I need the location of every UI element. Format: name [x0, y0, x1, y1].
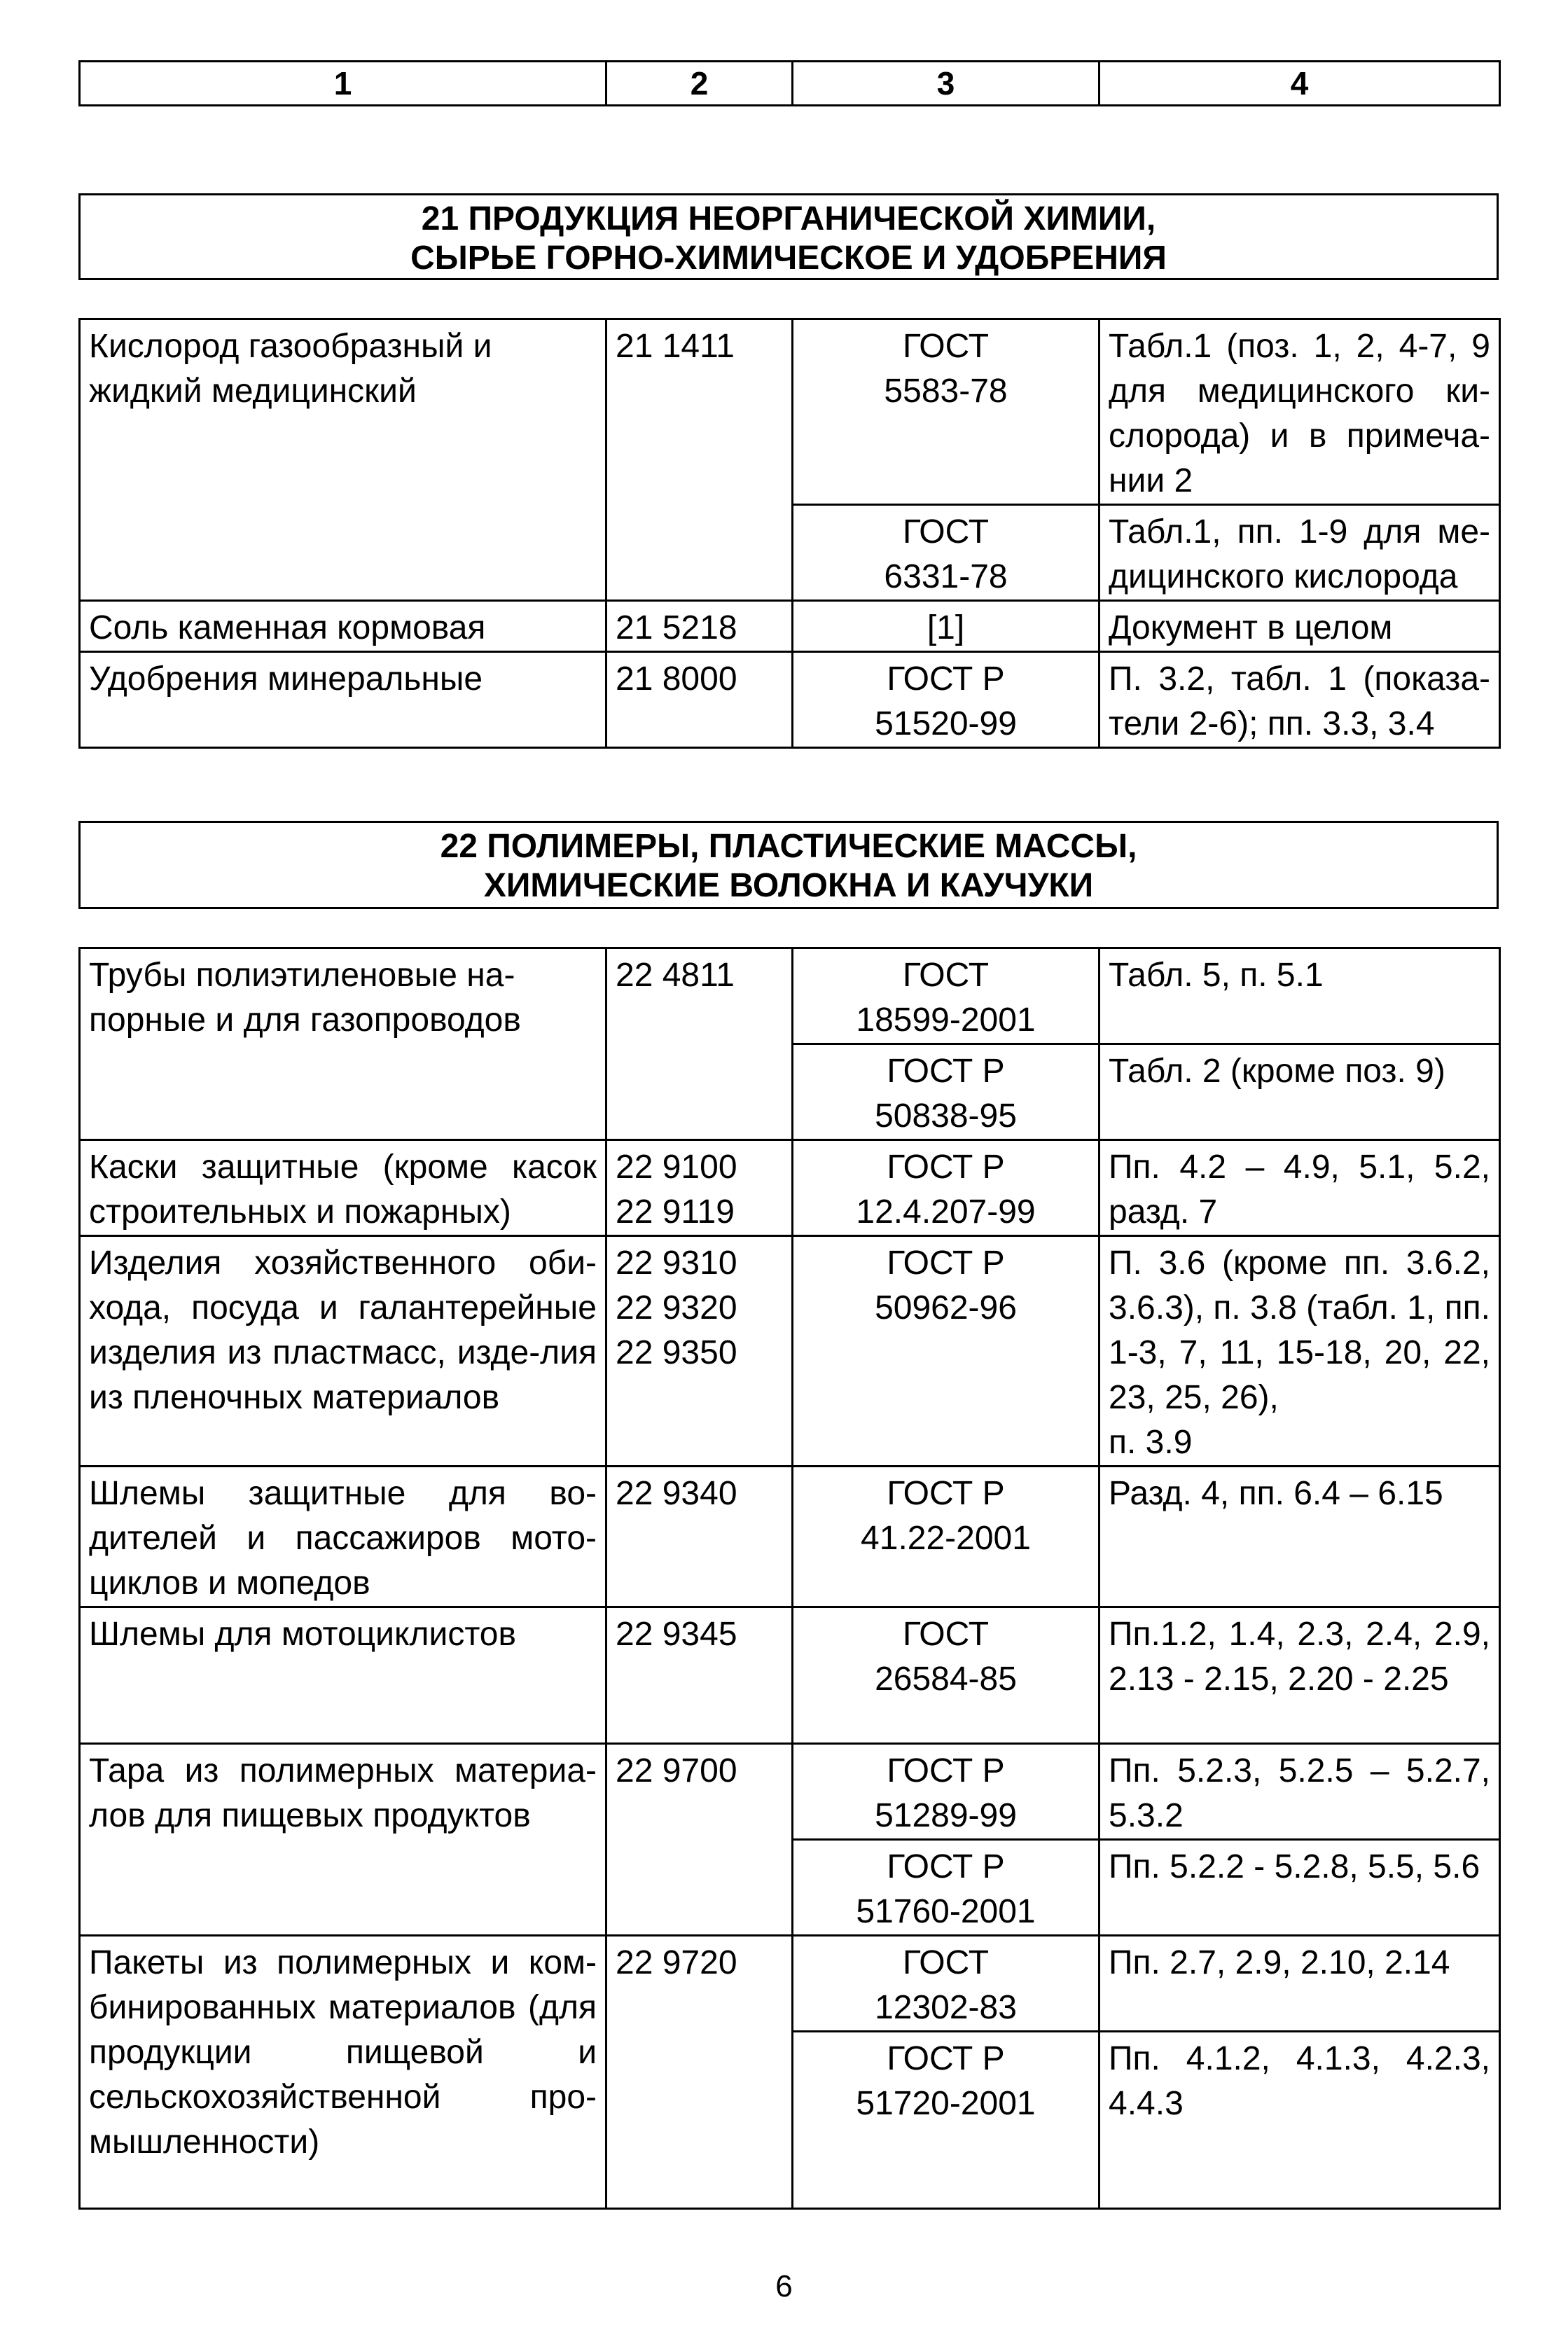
product-code: 22 9345 — [606, 1607, 793, 1744]
standard-doc: ГОСТ Р 51720-2001 — [793, 2032, 1099, 2209]
table-row — [80, 948, 1500, 1044]
standard-doc: ГОСТ 5583-78 — [793, 319, 1099, 505]
standard-doc: ГОСТ Р 12.4.207-99 — [793, 1140, 1099, 1236]
doc-items: Пп. 4.2 – 4.9, 5.1, 5.2, разд. 7 — [1099, 1140, 1500, 1236]
table-row — [80, 601, 1500, 652]
doc-items: Пп. 4.1.2, 4.1.3, 4.2.3, 4.4.3 — [1099, 2032, 1500, 2209]
section-22-table — [78, 947, 1501, 2210]
column-4-number: 4 — [1099, 62, 1500, 106]
product-code: 22 9340 — [606, 1467, 793, 1607]
product-code: 22 9310 22 9320 22 9350 — [606, 1236, 793, 1467]
doc-items: Табл. 5, п. 5.1 — [1099, 948, 1500, 1044]
section-22-title — [78, 821, 1499, 909]
standard-doc: ГОСТ Р 41.22-2001 — [793, 1467, 1099, 1607]
table-row — [80, 1140, 1500, 1236]
column-3-number: 3 — [793, 62, 1099, 106]
product-name: Каски защитные (кроме касок строительных и пожарных) — [80, 1140, 606, 1236]
product-name: Удобрения минеральные — [80, 652, 606, 748]
standard-doc: ГОСТ Р 51520-99 — [793, 652, 1099, 748]
standard-doc: ГОСТ Р 51760-2001 — [793, 1840, 1099, 1936]
doc-items: Пп. 5.2.3, 5.2.5 – 5.2.7, 5.3.2 — [1099, 1744, 1500, 1840]
product-name: Трубы полиэтиленовые на-порные и для газопроводов — [80, 948, 606, 1140]
section-21-title-line2: СЫРЬЕ ГОРНО-ХИМИЧЕСКОЕ И УДОБРЕНИЯ — [410, 240, 1167, 277]
standard-doc: ГОСТ Р 51289-99 — [793, 1744, 1099, 1840]
doc-items: Табл. 2 (кроме поз. 9) — [1099, 1044, 1500, 1140]
standard-doc: ГОСТ Р 50962-96 — [793, 1236, 1099, 1467]
column-1-number: 1 — [80, 62, 606, 106]
product-code: 22 9100 22 9119 — [606, 1140, 793, 1236]
product-name: Тара из полимерных материа-лов для пищевых продуктов — [80, 1744, 606, 1936]
table-row — [80, 1607, 1500, 1744]
standard-doc: ГОСТ 6331-78 — [793, 505, 1099, 601]
column-2-number: 2 — [606, 62, 793, 106]
section-22-title-line1: 22 ПОЛИМЕРЫ, ПЛАСТИЧЕСКИЕ МАССЫ, — [440, 828, 1137, 865]
product-name: Шлемы для мотоциклистов — [80, 1607, 606, 1744]
product-name: Кислород газообразный и жидкий медицинский — [80, 319, 606, 601]
product-code: 22 4811 — [606, 948, 793, 1140]
section-21-table — [78, 318, 1501, 749]
doc-items: Пп. 2.7, 2.9, 2.10, 2.14 — [1099, 1936, 1500, 2032]
standard-doc: ГОСТ 12302-83 — [793, 1936, 1099, 2032]
product-code: 21 8000 — [606, 652, 793, 748]
doc-items: Пп.1.2, 1.4, 2.3, 2.4, 2.9, 2.13 - 2.15, 2.20 - 2.25 — [1099, 1607, 1500, 1744]
doc-items: Табл.1 (поз. 1, 2, 4-7, 9 для медицинского ки-слорода) и в примеча-нии 2 — [1099, 319, 1500, 505]
standard-doc: ГОСТ 26584-85 — [793, 1607, 1099, 1744]
product-code: 21 5218 — [606, 601, 793, 652]
table-row — [80, 319, 1500, 505]
doc-items: Разд. 4, пп. 6.4 – 6.15 — [1099, 1467, 1500, 1607]
table-row — [80, 1236, 1500, 1467]
standard-doc: ГОСТ 18599-2001 — [793, 948, 1099, 1044]
product-name: Шлемы защитные для во-дителей и пассажиров мото-циклов и мопедов — [80, 1467, 606, 1607]
product-code: 21 1411 — [606, 319, 793, 601]
product-name: Изделия хозяйственного оби-хода, посуда и галантерейные изделия из пластмасс, изде-лия из пленочных материалов — [80, 1236, 606, 1467]
doc-items: П. 3.6 (кроме пп. 3.6.2, 3.6.3), п. 3.8 (табл. 1, пп. 1-3, 7, 11, 15-18, 20, 22, 23, 25, 26), п. 3.9 — [1099, 1236, 1500, 1467]
product-name: Соль каменная кормовая — [80, 601, 606, 652]
product-code: 22 9700 — [606, 1744, 793, 1936]
product-code: 22 9720 — [606, 1936, 793, 2209]
table-row — [80, 652, 1500, 748]
standard-doc: [1] — [793, 601, 1099, 652]
section-21-title — [78, 193, 1499, 280]
product-name: Пакеты из полимерных и ком-бинированных материалов (для продукции пищевой и сельскохозяйственной про-мышленности) — [80, 1936, 606, 2209]
doc-items: Табл.1, пп. 1-9 для ме-дицинского кислорода — [1099, 505, 1500, 601]
doc-items: Документ в целом — [1099, 601, 1500, 652]
page-number: 6 — [775, 2269, 793, 2303]
table-row — [80, 1467, 1500, 1607]
table-row — [80, 1936, 1500, 2032]
section-22-title-line2: ХИМИЧЕСКИЕ ВОЛОКНА И КАУЧУКИ — [483, 867, 1094, 904]
standard-doc: ГОСТ Р 50838-95 — [793, 1044, 1099, 1140]
section-21-title-line1: 21 ПРОДУКЦИЯ НЕОРГАНИЧЕСКОЙ ХИМИИ, — [421, 200, 1156, 237]
doc-items: П. 3.2, табл. 1 (показа-тели 2-6); пп. 3.3, 3.4 — [1099, 652, 1500, 748]
table-row — [80, 1744, 1500, 1840]
doc-items: Пп. 5.2.2 - 5.2.8, 5.5, 5.6 — [1099, 1840, 1500, 1936]
column-number-header — [78, 60, 1501, 106]
